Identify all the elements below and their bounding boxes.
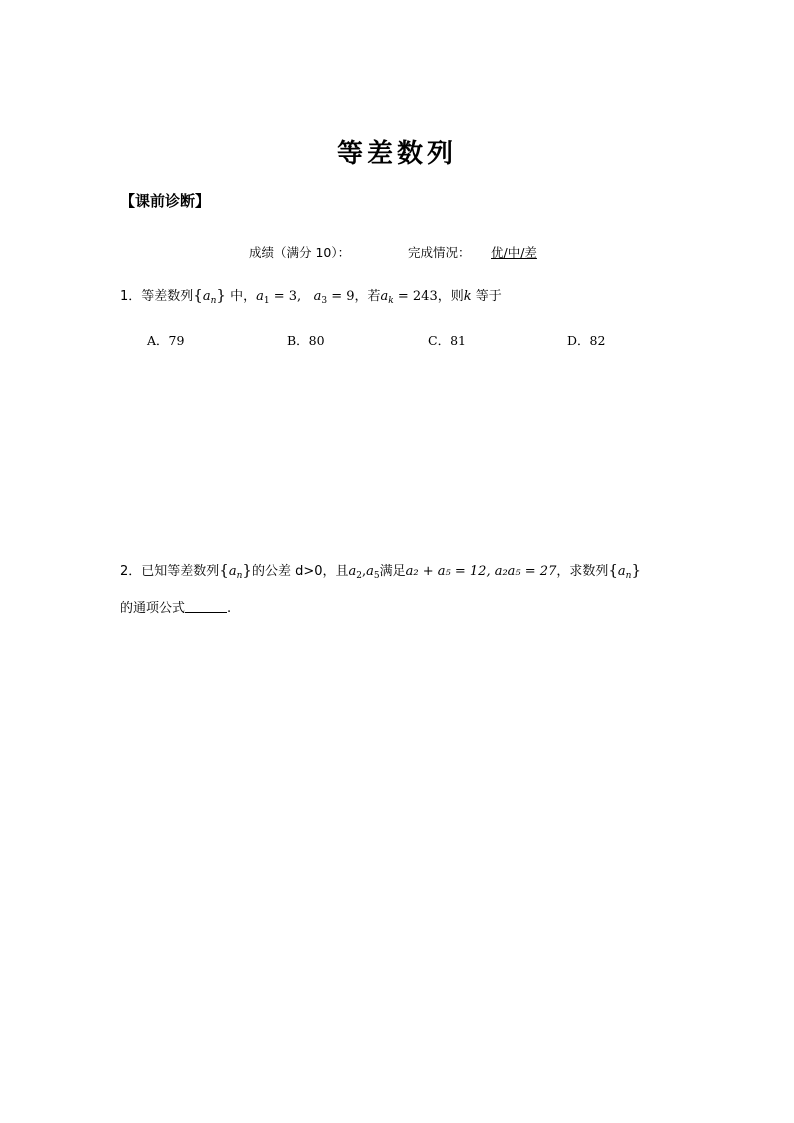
question-text: 已知等差数列 bbox=[141, 564, 220, 579]
question-text: ，若 bbox=[354, 289, 381, 304]
question-number: 1． bbox=[120, 289, 142, 304]
choice-c: C．81 bbox=[428, 333, 466, 348]
completion-label: 完成情况： bbox=[408, 245, 471, 260]
sequence-symbol: $\{a_n\}$ bbox=[608, 561, 642, 581]
score-label: 成绩（满分 10）： bbox=[249, 245, 351, 260]
question-2-continued bbox=[120, 597, 231, 616]
question-text: 满足 bbox=[379, 564, 406, 579]
question-number: 2． bbox=[120, 564, 142, 579]
math-expression: $a_k = 243$ bbox=[380, 289, 438, 306]
question-text: 等于 bbox=[471, 289, 502, 304]
question-text: ，则 bbox=[437, 289, 464, 304]
completion-value: 优/中/差 bbox=[491, 245, 537, 260]
section-heading: 【课前诊断】 bbox=[120, 192, 211, 210]
math-variable: k bbox=[463, 289, 472, 304]
sequence-symbol: $\{a_n\}$ bbox=[219, 561, 252, 581]
choice-d: D．82 bbox=[567, 333, 606, 348]
sequence-symbol: $\{a_n\}$ bbox=[193, 286, 226, 306]
question-text: 等差数列 bbox=[141, 289, 194, 304]
page-title: 等差数列 bbox=[336, 139, 457, 169]
question-2 bbox=[120, 560, 641, 581]
answer-blank[interactable] bbox=[185, 600, 227, 613]
choice-a: A．79 bbox=[147, 333, 185, 348]
question-text: 的公差 d>0，且 bbox=[251, 564, 349, 579]
question-text: 的通项公式 bbox=[120, 601, 186, 616]
math-expression: $a_1 = 3$, $a_3 = 9$ bbox=[256, 289, 355, 306]
question-1 bbox=[120, 285, 502, 306]
question-text: . bbox=[227, 601, 232, 616]
question-text: 中， bbox=[225, 289, 257, 304]
question-text: ，求数列 bbox=[556, 564, 609, 579]
math-equation: a₂ + a₅ = 12, a₂a₅ = 27 bbox=[405, 564, 557, 579]
choice-b: B．80 bbox=[287, 333, 325, 348]
math-expression: $a_2,a_5$ bbox=[348, 564, 380, 581]
